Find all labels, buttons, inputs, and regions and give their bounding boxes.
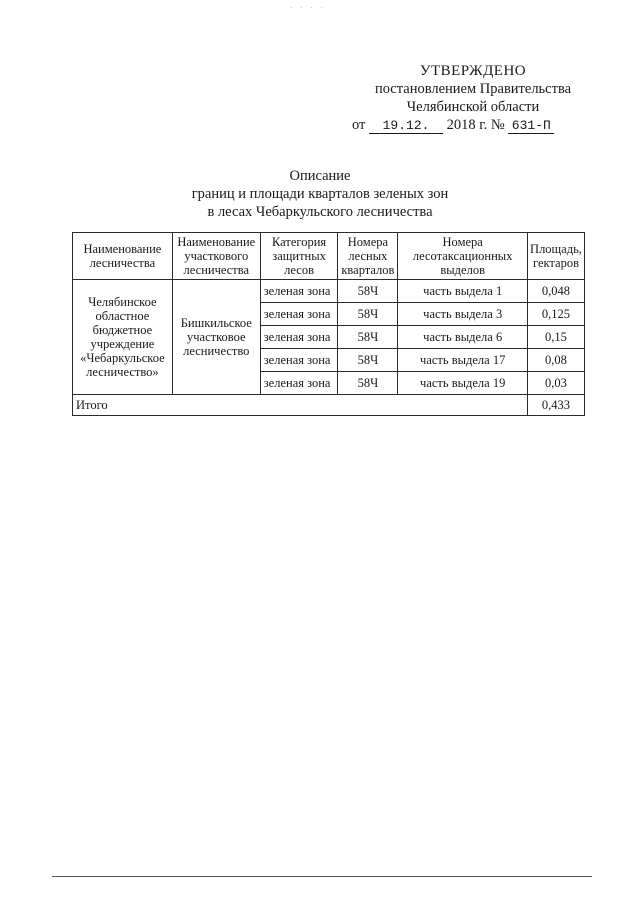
quarter-cell: 58Ч (338, 303, 398, 326)
approval-head: УТВЕРЖДЕНО (419, 63, 527, 79)
approval-date-line (352, 116, 588, 134)
allotment-cell: часть выдела 17 (398, 349, 528, 372)
page-bottom-rule (52, 876, 592, 877)
forestry-name: Челябинское областное бюджетное учреждение «Чебаркульское лесничество» (73, 280, 173, 395)
approval-line-1: постановлением Правительства (374, 81, 572, 97)
total-row (73, 395, 585, 416)
approval-line-2: Челябинской области (406, 99, 540, 115)
total-label: Итого (73, 395, 528, 416)
title-line-3: в лесах Чебаркульского лесничества (207, 204, 433, 220)
header-allotments: Номера лесотаксационных выделов (398, 233, 528, 280)
table-header-row (73, 233, 585, 280)
scan-mark: · · · · (290, 4, 326, 12)
area-cell: 0,15 (527, 326, 584, 349)
district-forestry-name: Бишкильское участковое лесничество (172, 280, 260, 395)
date-value: 19.12. (369, 118, 443, 134)
number-value: 631-П (508, 118, 554, 134)
area-cell: 0,048 (527, 280, 584, 303)
quarter-cell: 58Ч (338, 372, 398, 395)
quarter-cell: 58Ч (338, 326, 398, 349)
category-cell: зеленая зона (260, 372, 338, 395)
title-line-2: границ и площади кварталов зеленых зон (191, 186, 449, 202)
document-title (140, 167, 500, 221)
allotment-cell: часть выдела 6 (398, 326, 528, 349)
quarter-cell: 58Ч (338, 349, 398, 372)
allotment-cell: часть выдела 19 (398, 372, 528, 395)
area-cell: 0,08 (527, 349, 584, 372)
header-district-forestry: Наименование участкового лесничества (172, 233, 260, 280)
boundaries-table (72, 232, 585, 416)
category-cell: зеленая зона (260, 303, 338, 326)
table-row (73, 280, 585, 303)
header-area: Площадь, гектаров (527, 233, 584, 280)
from-label: от (352, 117, 366, 133)
title-line-1: Описание (289, 168, 351, 184)
allotment-cell: часть выдела 1 (398, 280, 528, 303)
header-forestry: Наименование лесничества (73, 233, 173, 280)
category-cell: зеленая зона (260, 326, 338, 349)
category-cell: зеленая зона (260, 349, 338, 372)
category-cell: зеленая зона (260, 280, 338, 303)
area-cell: 0,03 (527, 372, 584, 395)
quarter-cell: 58Ч (338, 280, 398, 303)
header-category: Категория защитных лесов (260, 233, 338, 280)
year-text: 2018 г. № (446, 117, 505, 133)
header-quarters: Номера лесных кварталов (338, 233, 398, 280)
allotment-cell: часть выдела 3 (398, 303, 528, 326)
total-value: 0,433 (527, 395, 584, 416)
area-cell: 0,125 (527, 303, 584, 326)
approval-stamp (352, 62, 588, 134)
